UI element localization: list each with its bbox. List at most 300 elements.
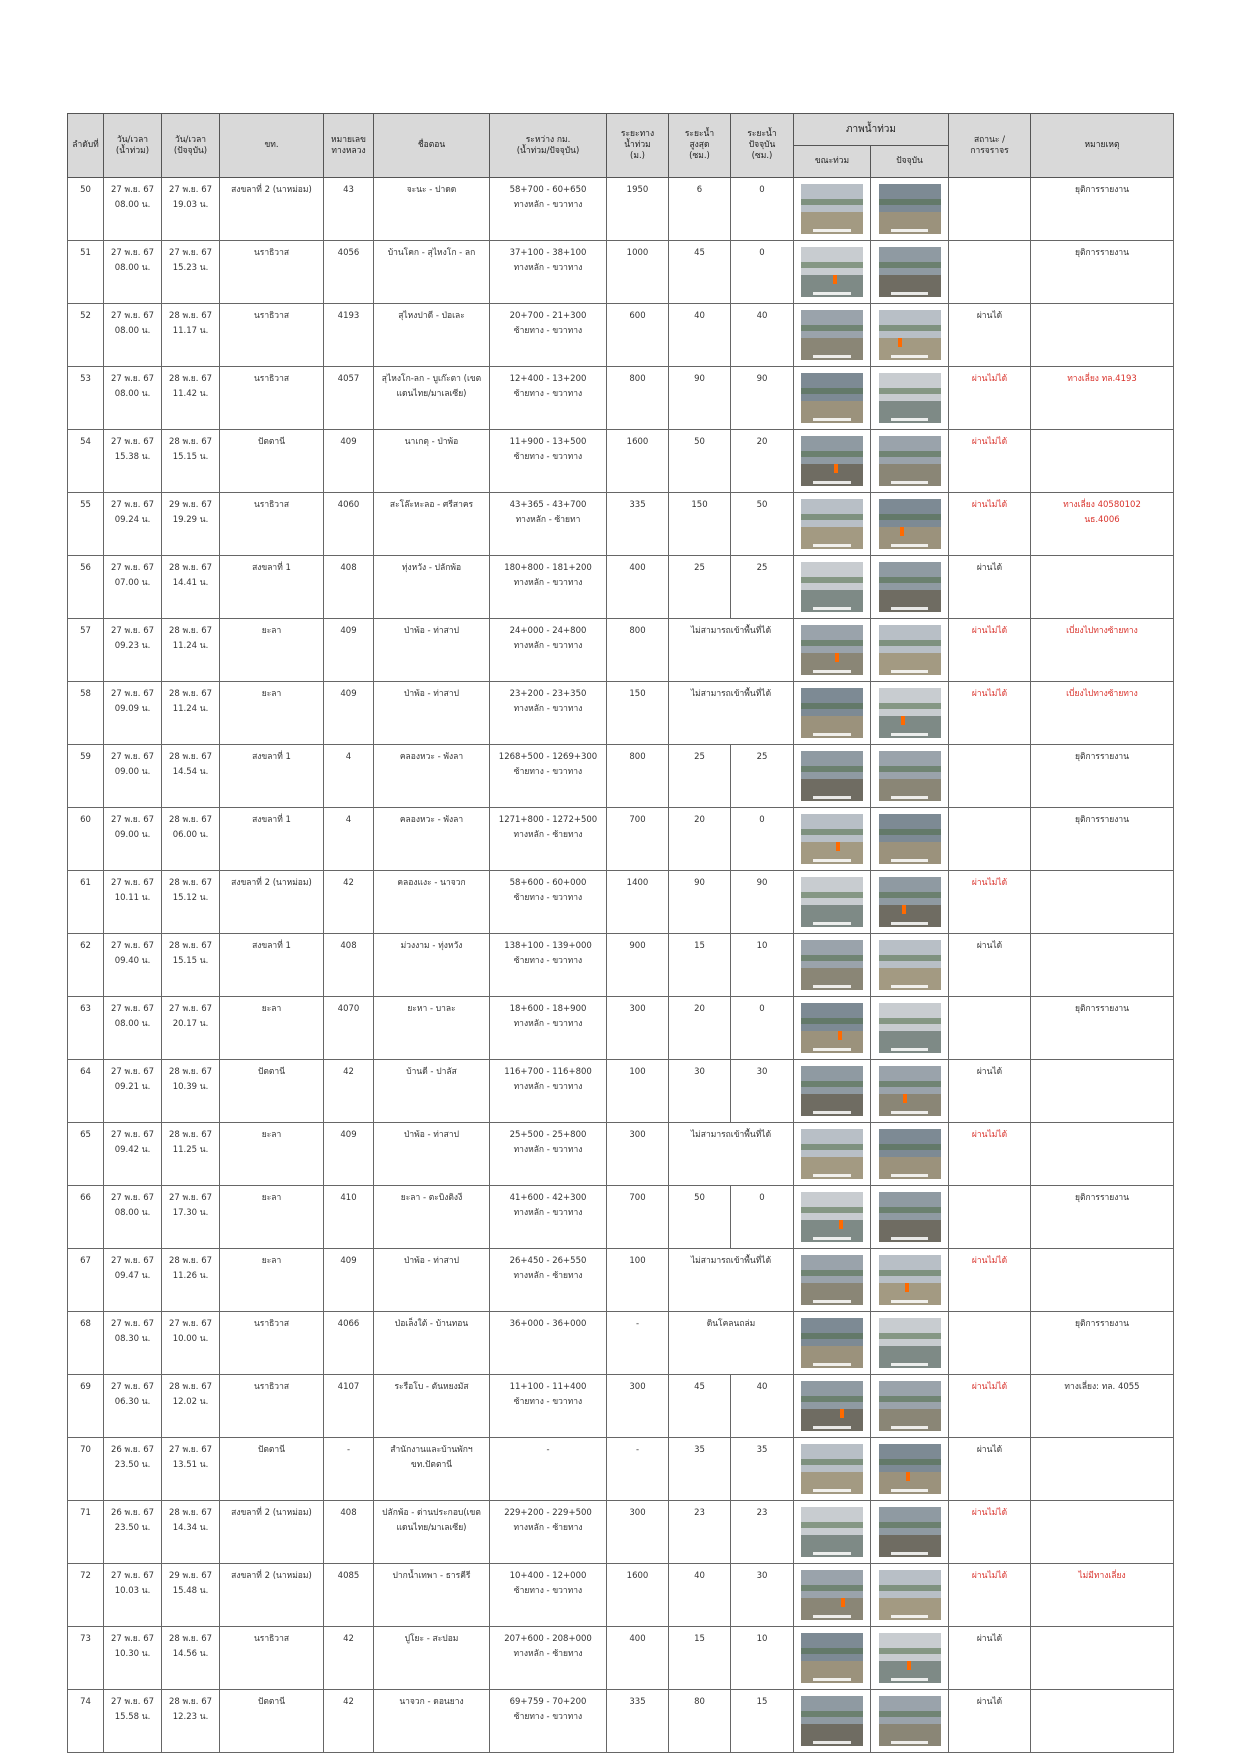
current-datetime bbox=[162, 1123, 220, 1186]
flood-datetime bbox=[104, 1249, 162, 1312]
remark bbox=[1031, 304, 1174, 367]
flood-distance: 1600 bbox=[607, 1564, 669, 1627]
highway-office: สงขลาที่ 1 bbox=[220, 745, 324, 808]
table-row bbox=[68, 493, 1174, 556]
header-note: หมายเหตุ bbox=[1031, 114, 1174, 178]
flood-time: 06.30 น. bbox=[114, 1397, 151, 1407]
photo-now-cell bbox=[871, 934, 949, 997]
flood-time: 08.00 น. bbox=[114, 326, 151, 336]
row-number: 55 bbox=[68, 493, 104, 556]
km-value: 116+700 - 116+800 bbox=[504, 1067, 592, 1077]
km-range bbox=[490, 1690, 607, 1753]
km-range bbox=[490, 619, 607, 682]
route-number: 4193 bbox=[324, 304, 374, 367]
row-number: 52 bbox=[68, 304, 104, 367]
km-value: 23+200 - 23+350 bbox=[509, 689, 587, 699]
current-date: 28 พ.ย. 67 bbox=[168, 1382, 213, 1392]
table-row bbox=[68, 934, 1174, 997]
km-range bbox=[490, 1438, 607, 1501]
current-date: 27 พ.ย. 67 bbox=[168, 248, 213, 258]
cell-text: เบี่ยงไปทางซ้ายทาง bbox=[1066, 626, 1138, 636]
row-number: 71 bbox=[68, 1501, 104, 1564]
row-number: 66 bbox=[68, 1186, 104, 1249]
section-name bbox=[374, 1375, 490, 1438]
current-date: 27 พ.ย. 67 bbox=[168, 1445, 213, 1455]
flood-distance: - bbox=[607, 1438, 669, 1501]
flood-time: 07.00 น. bbox=[114, 578, 151, 588]
current-date: 28 พ.ย. 67 bbox=[168, 374, 213, 384]
km-value: 229+200 - 229+500 bbox=[504, 1508, 592, 1518]
lane-info: ทางหลัก - ซ้ายทา bbox=[515, 515, 581, 525]
traffic-status bbox=[949, 745, 1031, 808]
traffic-status: ผ่านได้ bbox=[949, 1627, 1031, 1690]
flood-photo-now bbox=[879, 1255, 941, 1305]
max-water-level: 6 bbox=[669, 178, 731, 241]
flood-time: 09.00 น. bbox=[114, 830, 151, 840]
km-value: 11+100 - 11+400 bbox=[509, 1382, 587, 1392]
table-row bbox=[68, 241, 1174, 304]
current-water-level: 30 bbox=[731, 1060, 794, 1123]
flood-distance: 700 bbox=[607, 1186, 669, 1249]
km-range bbox=[490, 493, 607, 556]
photo-during-cell bbox=[794, 1060, 871, 1123]
route-number: - bbox=[324, 1438, 374, 1501]
km-range bbox=[490, 1123, 607, 1186]
cell-text: ยะลา - ตะบิงติงงี bbox=[400, 1193, 463, 1203]
current-datetime bbox=[162, 1501, 220, 1564]
photo-during-cell bbox=[794, 1627, 871, 1690]
flood-photo-now bbox=[879, 247, 941, 297]
lane-info: ทางหลัก - ซ้ายทาง bbox=[513, 1649, 583, 1659]
flood-photo-during bbox=[801, 1507, 863, 1557]
km-range bbox=[490, 1186, 607, 1249]
flood-photo-now bbox=[879, 1129, 941, 1179]
km-value: 25+500 - 25+800 bbox=[509, 1130, 587, 1140]
current-datetime bbox=[162, 1186, 220, 1249]
km-value: 138+100 - 139+000 bbox=[504, 941, 592, 951]
cell-text: ยุติการรายงาน bbox=[1074, 185, 1130, 195]
current-datetime bbox=[162, 1690, 220, 1753]
flood-photo-during bbox=[801, 1192, 863, 1242]
highway-office: สงขลาที่ 2 (นาหม่อม) bbox=[220, 1564, 324, 1627]
current-water-level: 0 bbox=[731, 997, 794, 1060]
km-range bbox=[490, 808, 607, 871]
lane-info: ทางหลัก - ขวาทาง bbox=[513, 1145, 583, 1155]
traffic-status bbox=[949, 1312, 1031, 1375]
photo-during-cell bbox=[794, 1564, 871, 1627]
traffic-status: ผ่านได้ bbox=[949, 1438, 1031, 1501]
current-datetime bbox=[162, 682, 220, 745]
photo-now-cell bbox=[871, 430, 949, 493]
table-row bbox=[68, 682, 1174, 745]
flood-distance: 1400 bbox=[607, 871, 669, 934]
flood-datetime bbox=[104, 430, 162, 493]
current-date: 28 พ.ย. 67 bbox=[168, 311, 213, 321]
cell-text: ปากน้ำเทพา - ธารคีรี bbox=[392, 1571, 471, 1581]
flood-time: 09.47 น. bbox=[114, 1271, 151, 1281]
current-date: 28 พ.ย. 67 bbox=[168, 1508, 213, 1518]
flood-datetime bbox=[104, 1627, 162, 1690]
flood-date: 27 พ.ย. 67 bbox=[110, 815, 155, 825]
cell-text: ปลักพ้อ - ด่านประกอบ(เขต bbox=[382, 1508, 481, 1518]
route-number: 43 bbox=[324, 178, 374, 241]
max-water-level: 25 bbox=[669, 556, 731, 619]
flood-photo-now bbox=[879, 1192, 941, 1242]
current-time: 15.48 น. bbox=[172, 1586, 209, 1596]
flood-datetime bbox=[104, 493, 162, 556]
flood-distance: 800 bbox=[607, 745, 669, 808]
row-number: 74 bbox=[68, 1690, 104, 1753]
km-value: 26+450 - 26+550 bbox=[509, 1256, 587, 1266]
traffic-status: ผ่านได้ bbox=[949, 304, 1031, 367]
remark bbox=[1031, 241, 1174, 304]
photo-during-cell bbox=[794, 1501, 871, 1564]
max-water-level: 40 bbox=[669, 304, 731, 367]
section-name bbox=[374, 178, 490, 241]
flood-status-table bbox=[67, 113, 1174, 1753]
level-not-accessible: ไม่สามารถเข้าพื้นที่ได้ bbox=[669, 1249, 794, 1312]
remark bbox=[1031, 808, 1174, 871]
km-value: 1268+500 - 1269+300 bbox=[498, 752, 598, 762]
flood-date: 27 พ.ย. 67 bbox=[110, 626, 155, 636]
photo-during-cell bbox=[794, 682, 871, 745]
current-datetime bbox=[162, 178, 220, 241]
traffic-status bbox=[949, 808, 1031, 871]
photo-now-cell bbox=[871, 682, 949, 745]
highway-office: ยะลา bbox=[220, 619, 324, 682]
flood-photo-during bbox=[801, 1444, 863, 1494]
table-row bbox=[68, 808, 1174, 871]
traffic-status: ผ่านไม่ได้ bbox=[949, 493, 1031, 556]
flood-date: 27 พ.ย. 67 bbox=[110, 1319, 155, 1329]
section-name bbox=[374, 1060, 490, 1123]
current-water-level: 23 bbox=[731, 1501, 794, 1564]
highway-office: ยะลา bbox=[220, 1186, 324, 1249]
remark bbox=[1031, 556, 1174, 619]
highway-office: นราธิวาส bbox=[220, 367, 324, 430]
photo-now-cell bbox=[871, 619, 949, 682]
current-water-level: 90 bbox=[731, 367, 794, 430]
current-time: 15.12 น. bbox=[172, 893, 209, 903]
photo-now-cell bbox=[871, 1564, 949, 1627]
flood-photo-during bbox=[801, 940, 863, 990]
photo-during-cell bbox=[794, 304, 871, 367]
flood-time: 09.21 น. bbox=[114, 1082, 151, 1092]
flood-datetime bbox=[104, 556, 162, 619]
photo-during-cell bbox=[794, 997, 871, 1060]
current-time: 14.56 น. bbox=[172, 1649, 209, 1659]
flood-datetime bbox=[104, 745, 162, 808]
current-datetime bbox=[162, 304, 220, 367]
cell-text: คลองหวะ - พังลา bbox=[399, 815, 464, 825]
cell-text: ทุ่งหวัง - ปลักพ้อ bbox=[401, 563, 462, 573]
lane-info: ทางหลัก - ขวาทาง bbox=[513, 1208, 583, 1218]
section-name bbox=[374, 304, 490, 367]
flood-photo-during bbox=[801, 1696, 863, 1746]
current-time: 15.15 น. bbox=[172, 956, 209, 966]
flood-photo-during bbox=[801, 1129, 863, 1179]
current-date: 28 พ.ย. 67 bbox=[168, 752, 213, 762]
photo-now-cell bbox=[871, 1627, 949, 1690]
flood-photo-now bbox=[879, 877, 941, 927]
photo-now-cell bbox=[871, 871, 949, 934]
current-datetime bbox=[162, 871, 220, 934]
table-row bbox=[68, 304, 1174, 367]
current-date: 27 พ.ย. 67 bbox=[168, 1193, 213, 1203]
flood-datetime bbox=[104, 1375, 162, 1438]
highway-office: ยะลา bbox=[220, 1123, 324, 1186]
current-water-level: 50 bbox=[731, 493, 794, 556]
current-water-level: 10 bbox=[731, 934, 794, 997]
photo-now-cell bbox=[871, 745, 949, 808]
table-row bbox=[68, 619, 1174, 682]
traffic-status: ผ่านไม่ได้ bbox=[949, 682, 1031, 745]
flood-datetime bbox=[104, 1186, 162, 1249]
remark bbox=[1031, 493, 1174, 556]
cell-text: ปูโยะ - สะปอม bbox=[404, 1634, 459, 1644]
flood-distance: 335 bbox=[607, 493, 669, 556]
flood-distance: 300 bbox=[607, 997, 669, 1060]
km-value: 37+100 - 38+100 bbox=[509, 248, 587, 258]
flood-distance: 900 bbox=[607, 934, 669, 997]
header-date-flood: วัน/เวลา (น้ำท่วม) bbox=[104, 114, 162, 178]
km-value: 43+365 - 43+700 bbox=[509, 500, 587, 510]
row-number: 53 bbox=[68, 367, 104, 430]
flood-date: 27 พ.ย. 67 bbox=[110, 248, 155, 258]
traffic-status: ผ่านไม่ได้ bbox=[949, 619, 1031, 682]
flood-datetime bbox=[104, 1501, 162, 1564]
current-time: 19.29 น. bbox=[172, 515, 209, 525]
flood-date: 27 พ.ย. 67 bbox=[110, 374, 155, 384]
flood-photo-during bbox=[801, 1255, 863, 1305]
flood-datetime bbox=[104, 178, 162, 241]
flood-time: 09.09 น. bbox=[114, 704, 151, 714]
lane-info: ทางหลัก - ขวาทาง bbox=[513, 578, 583, 588]
km-range bbox=[490, 556, 607, 619]
table-row bbox=[68, 997, 1174, 1060]
flood-time: 10.11 น. bbox=[114, 893, 151, 903]
flood-time: 08.00 น. bbox=[114, 263, 151, 273]
current-water-level: 0 bbox=[731, 178, 794, 241]
flood-datetime bbox=[104, 1564, 162, 1627]
km-value: 207+600 - 208+000 bbox=[504, 1634, 592, 1644]
highway-office: สงขลาที่ 2 (นาหม่อม) bbox=[220, 1501, 324, 1564]
photo-now-cell bbox=[871, 1501, 949, 1564]
current-time: 11.25 น. bbox=[172, 1145, 209, 1155]
cell-text: สะโล๊ะหะลอ - ศรีสาคร bbox=[389, 500, 474, 510]
flood-datetime bbox=[104, 619, 162, 682]
flood-distance: 400 bbox=[607, 556, 669, 619]
km-range bbox=[490, 241, 607, 304]
section-name bbox=[374, 1186, 490, 1249]
row-number: 65 bbox=[68, 1123, 104, 1186]
remark bbox=[1031, 682, 1174, 745]
photo-during-cell bbox=[794, 1690, 871, 1753]
flood-datetime bbox=[104, 367, 162, 430]
remark bbox=[1031, 619, 1174, 682]
current-datetime bbox=[162, 997, 220, 1060]
section-name bbox=[374, 997, 490, 1060]
flood-datetime bbox=[104, 1060, 162, 1123]
cell-text: ยุติการรายงาน bbox=[1074, 815, 1130, 825]
flood-photo-during bbox=[801, 1381, 863, 1431]
current-time: 14.34 น. bbox=[172, 1523, 209, 1533]
cell-text: สำนักงานและบ้านพักฯ bbox=[390, 1445, 473, 1455]
current-date: 28 พ.ย. 67 bbox=[168, 815, 213, 825]
flood-date: 27 พ.ย. 67 bbox=[110, 1256, 155, 1266]
photo-now-cell bbox=[871, 1312, 949, 1375]
current-time: 15.15 น. bbox=[172, 452, 209, 462]
current-datetime bbox=[162, 556, 220, 619]
current-water-level: 0 bbox=[731, 241, 794, 304]
traffic-status: ผ่านไม่ได้ bbox=[949, 1375, 1031, 1438]
flood-photo-now bbox=[879, 373, 941, 423]
photo-now-cell bbox=[871, 1690, 949, 1753]
traffic-status: ผ่านไม่ได้ bbox=[949, 430, 1031, 493]
header-route: หมายเลข ทางหลวง bbox=[324, 114, 374, 178]
header-date-now: วัน/เวลา (ปัจจุบัน) bbox=[162, 114, 220, 178]
flood-date: 27 พ.ย. 67 bbox=[110, 1004, 155, 1014]
max-water-level: 50 bbox=[669, 430, 731, 493]
km-range bbox=[490, 1312, 607, 1375]
km-value: 58+700 - 60+650 bbox=[509, 185, 587, 195]
route-number: 409 bbox=[324, 682, 374, 745]
row-number: 70 bbox=[68, 1438, 104, 1501]
current-date: 27 พ.ย. 67 bbox=[168, 1004, 213, 1014]
header-photo-now: ปัจจุบัน bbox=[871, 146, 949, 178]
cell-text: ป่อเล็งใต้ - บ้านทอน bbox=[394, 1319, 469, 1329]
photo-during-cell bbox=[794, 1123, 871, 1186]
flood-date: 27 พ.ย. 67 bbox=[110, 185, 155, 195]
km-value: 20+700 - 21+300 bbox=[509, 311, 587, 321]
route-number: 408 bbox=[324, 1501, 374, 1564]
cell-text: ยุติการรายงาน bbox=[1074, 248, 1130, 258]
section-name bbox=[374, 1438, 490, 1501]
flood-distance: 150 bbox=[607, 682, 669, 745]
section-name bbox=[374, 1690, 490, 1753]
km-value: 12+400 - 13+200 bbox=[509, 374, 587, 384]
traffic-status: ผ่านได้ bbox=[949, 934, 1031, 997]
current-datetime bbox=[162, 619, 220, 682]
section-name bbox=[374, 1501, 490, 1564]
cell-text: สุไหงโก-ลก - บูเก๊ะตา (เขต bbox=[381, 374, 482, 384]
route-number: 4 bbox=[324, 745, 374, 808]
lane-info: ซ้ายทาง - ขวาทาง bbox=[513, 389, 583, 399]
cell-text: ยุติการรายงาน bbox=[1074, 752, 1130, 762]
photo-during-cell bbox=[794, 556, 871, 619]
current-date: 27 พ.ย. 67 bbox=[168, 1319, 213, 1329]
cell-text: แดนไทย/มาเลเซีย) bbox=[396, 1523, 467, 1533]
lane-info: ซ้ายทาง - ขวาทาง bbox=[513, 1712, 583, 1722]
current-datetime bbox=[162, 367, 220, 430]
max-water-level: 15 bbox=[669, 1627, 731, 1690]
route-number: 408 bbox=[324, 934, 374, 997]
current-water-level: 20 bbox=[731, 430, 794, 493]
row-number: 64 bbox=[68, 1060, 104, 1123]
flood-distance: 100 bbox=[607, 1249, 669, 1312]
section-name bbox=[374, 430, 490, 493]
current-time: 11.26 น. bbox=[172, 1271, 209, 1281]
current-date: 28 พ.ย. 67 bbox=[168, 1634, 213, 1644]
flood-distance: 300 bbox=[607, 1123, 669, 1186]
lane-info: ทางหลัก - ขวาทาง bbox=[513, 1019, 583, 1029]
current-time: 10.00 น. bbox=[172, 1334, 209, 1344]
current-date: 28 พ.ย. 67 bbox=[168, 1067, 213, 1077]
current-date: 28 พ.ย. 67 bbox=[168, 878, 213, 888]
table-row bbox=[68, 1249, 1174, 1312]
current-water-level: 90 bbox=[731, 871, 794, 934]
row-number: 72 bbox=[68, 1564, 104, 1627]
traffic-status: ผ่านไม่ได้ bbox=[949, 871, 1031, 934]
km-value: 11+900 - 13+500 bbox=[509, 437, 587, 447]
flood-photo-during bbox=[801, 247, 863, 297]
remark bbox=[1031, 367, 1174, 430]
traffic-status: ผ่านไม่ได้ bbox=[949, 367, 1031, 430]
km-value: 41+600 - 42+300 bbox=[509, 1193, 587, 1203]
row-number: 50 bbox=[68, 178, 104, 241]
row-number: 58 bbox=[68, 682, 104, 745]
cell-text: ป่าพ้อ - ท่าสาป bbox=[403, 1130, 460, 1140]
section-name bbox=[374, 556, 490, 619]
section-name bbox=[374, 1627, 490, 1690]
table-row bbox=[68, 1312, 1174, 1375]
lane-info: ซ้ายทาง - ขวาทาง bbox=[513, 1586, 583, 1596]
photo-now-cell bbox=[871, 178, 949, 241]
section-name bbox=[374, 1123, 490, 1186]
flood-date: 27 พ.ย. 67 bbox=[110, 689, 155, 699]
photo-during-cell bbox=[794, 619, 871, 682]
route-number: 42 bbox=[324, 1627, 374, 1690]
traffic-status bbox=[949, 241, 1031, 304]
flood-time: 10.03 น. bbox=[114, 1586, 151, 1596]
row-number: 56 bbox=[68, 556, 104, 619]
max-water-level: 80 bbox=[669, 1690, 731, 1753]
flood-photo-now bbox=[879, 1003, 941, 1053]
remark bbox=[1031, 1564, 1174, 1627]
current-time: 19.03 น. bbox=[172, 200, 209, 210]
current-datetime bbox=[162, 934, 220, 997]
km-range bbox=[490, 1627, 607, 1690]
flood-distance: 300 bbox=[607, 1375, 669, 1438]
section-name bbox=[374, 241, 490, 304]
cell-text: ยุติการรายงาน bbox=[1074, 1193, 1130, 1203]
flood-time: 08.00 น. bbox=[114, 1019, 151, 1029]
remark bbox=[1031, 997, 1174, 1060]
current-datetime bbox=[162, 241, 220, 304]
header-current-level: ระยะน้ำ ปัจจุบัน (ซม.) bbox=[731, 114, 794, 178]
photo-now-cell bbox=[871, 997, 949, 1060]
flood-photo-now bbox=[879, 1381, 941, 1431]
km-range bbox=[490, 934, 607, 997]
traffic-status bbox=[949, 1186, 1031, 1249]
current-time: 11.17 น. bbox=[172, 326, 209, 336]
lane-info: ทางหลัก - ขวาทาง bbox=[513, 1082, 583, 1092]
flood-photo-now bbox=[879, 499, 941, 549]
current-time: 06.00 น. bbox=[172, 830, 209, 840]
remark bbox=[1031, 745, 1174, 808]
flood-photo-now bbox=[879, 1507, 941, 1557]
photo-during-cell bbox=[794, 493, 871, 556]
route-number: 408 bbox=[324, 556, 374, 619]
photo-now-cell bbox=[871, 304, 949, 367]
current-datetime bbox=[162, 1060, 220, 1123]
km-range bbox=[490, 1375, 607, 1438]
current-time: 11.24 น. bbox=[172, 704, 209, 714]
max-water-level: 40 bbox=[669, 1564, 731, 1627]
current-date: 29 พ.ย. 67 bbox=[168, 1571, 213, 1581]
cell-text: ทางเลี่ยง ทล.4193 bbox=[1067, 374, 1137, 384]
current-time: 17.30 น. bbox=[172, 1208, 209, 1218]
